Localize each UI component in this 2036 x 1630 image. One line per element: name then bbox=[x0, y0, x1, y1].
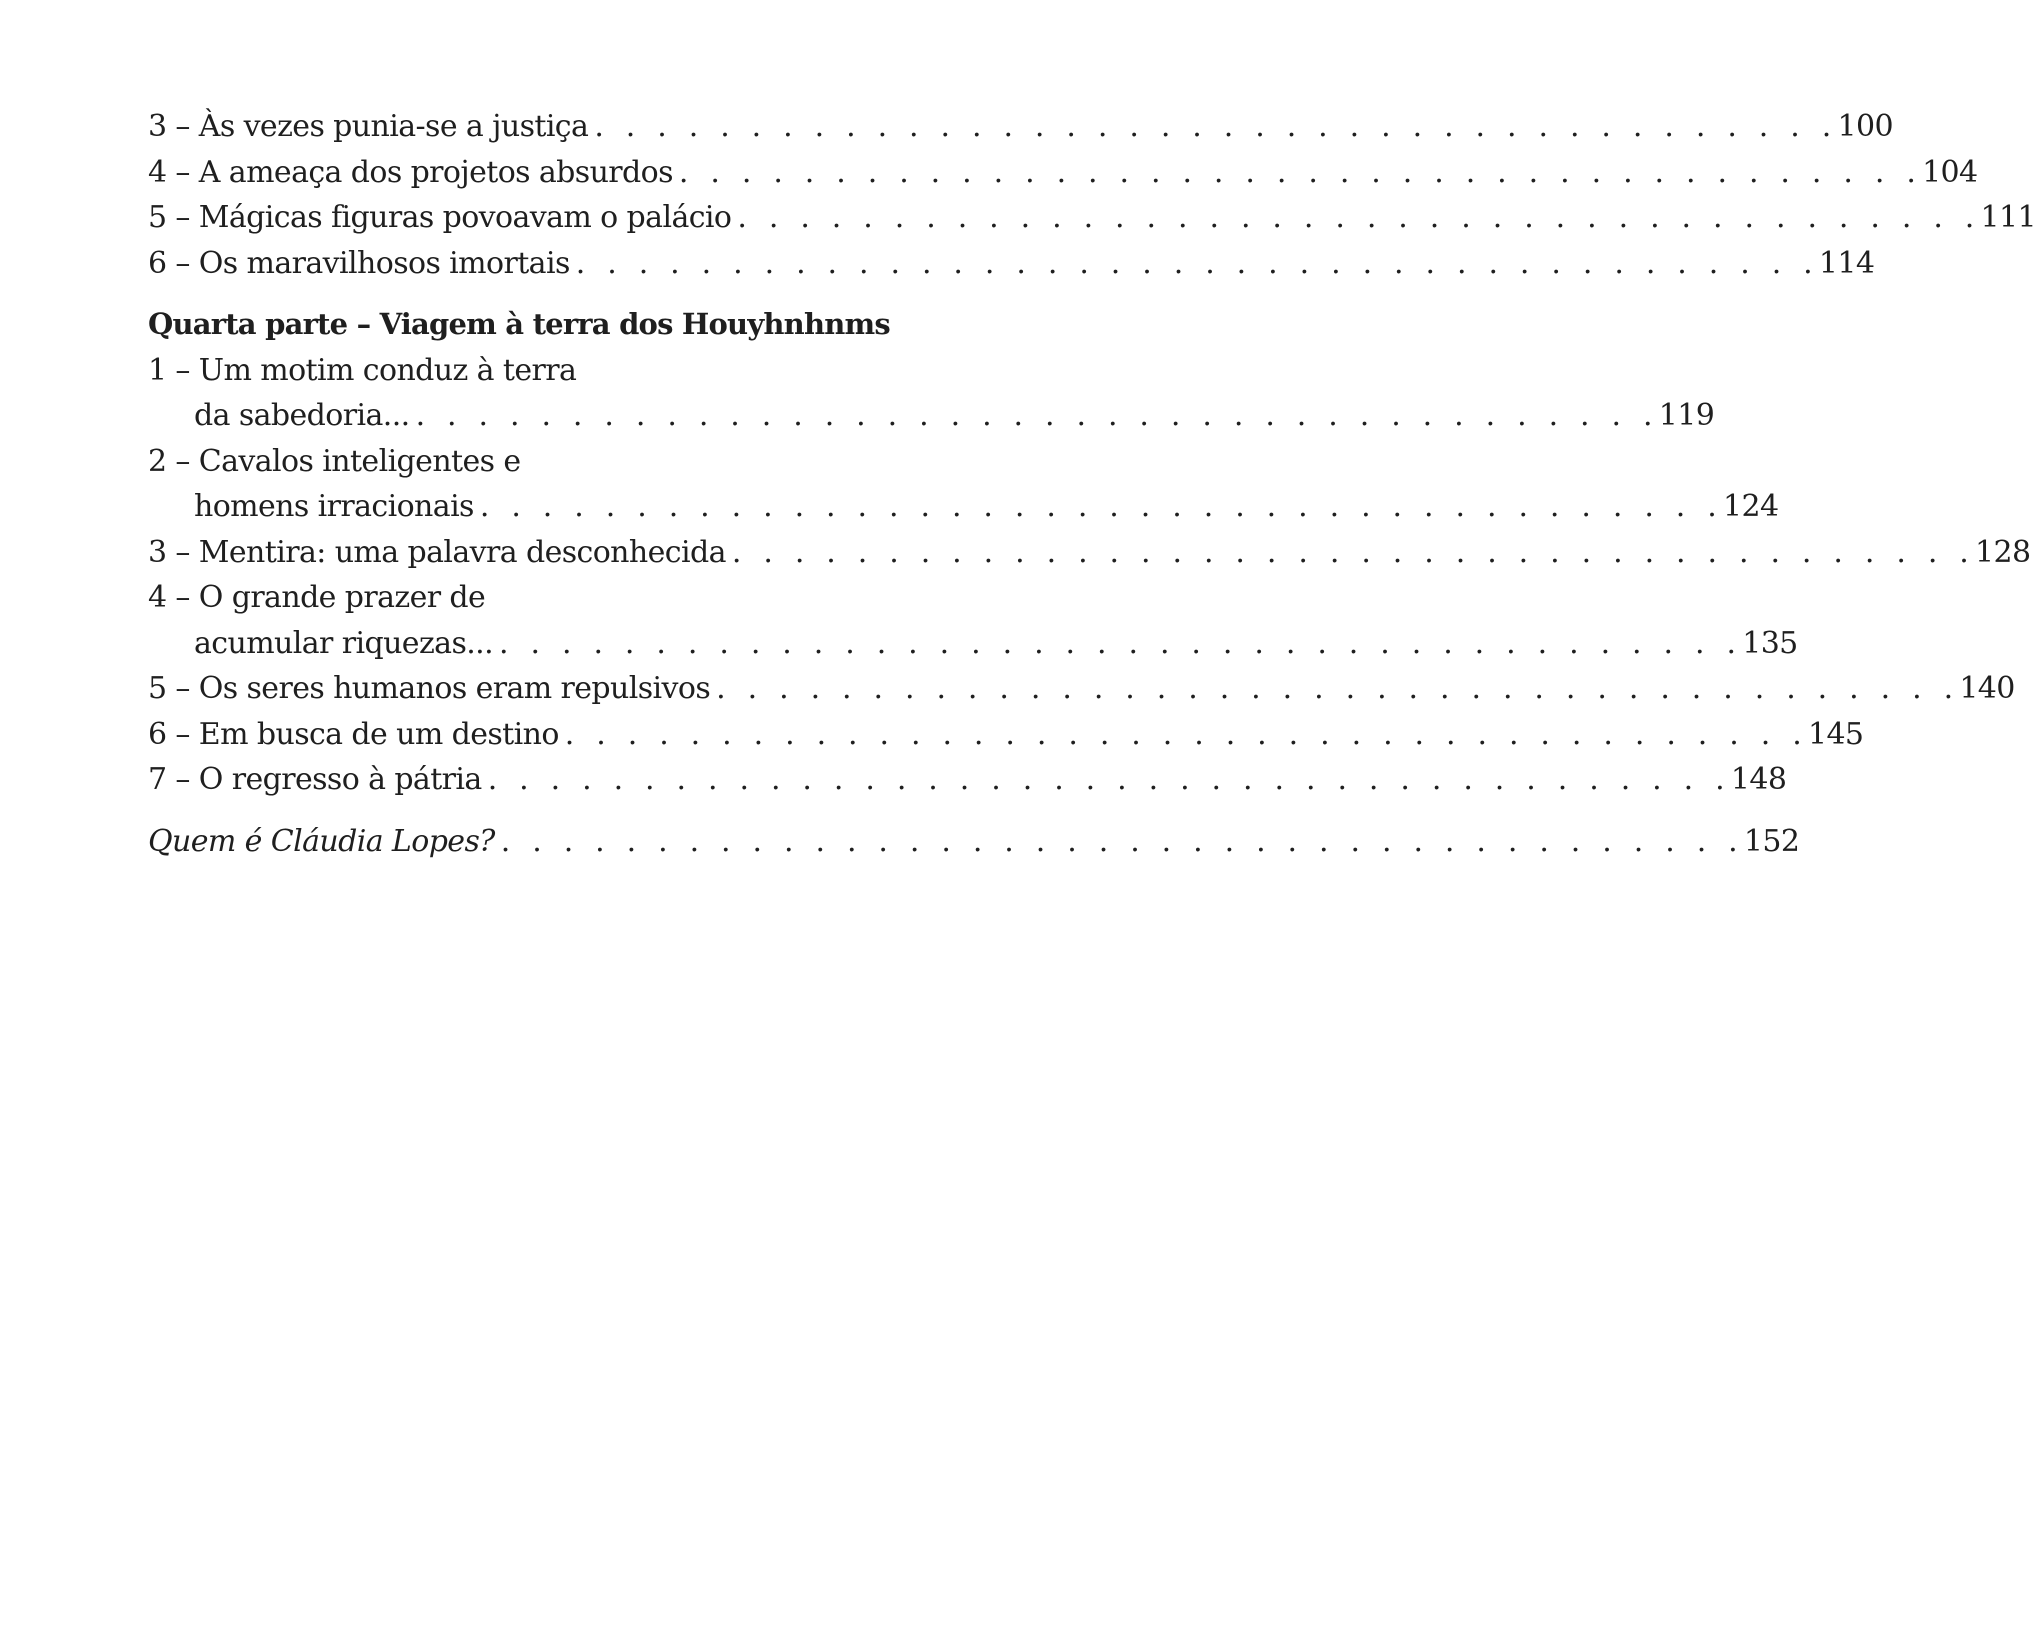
entry-title: 1 – Um motim conduz à terra bbox=[148, 352, 577, 388]
toc-entry-line2 bbox=[148, 484, 1779, 530]
section-heading: Quarta parte – Viagem à terra dos Houyhnhnms bbox=[148, 307, 890, 341]
toc-entry bbox=[148, 150, 1978, 196]
entry-title: 2 – Cavalos inteligentes e bbox=[148, 443, 521, 479]
page-number: 100 bbox=[1837, 109, 1893, 144]
entry-title-continued: homens irracionais bbox=[194, 489, 474, 524]
entry-title: 3 – Mentira: uma palavra desconhecida bbox=[148, 534, 726, 570]
toc-entry bbox=[148, 104, 1893, 150]
page-number: 119 bbox=[1658, 398, 1715, 433]
dot-leader: . . . . . . . . . . . . . . . . . . . . . . . . . . . . . . . . . . . . . . . . bbox=[594, 109, 1838, 144]
page-number: 152 bbox=[1743, 823, 1800, 859]
dot-leader: . . . . . . . . . . . . . . . . . . . . . . . . . . . . . . . . . . . . . . . . bbox=[499, 625, 1743, 661]
entry-title: 6 – Os maravilhosos imortais bbox=[148, 245, 570, 281]
toc-entry-line2 bbox=[148, 621, 1798, 667]
toc-entry bbox=[148, 530, 2031, 576]
entry-title: 3 – Às vezes punia-se a justiça bbox=[148, 109, 589, 144]
entry-title: 5 – Os seres humanos eram repulsivos bbox=[148, 671, 711, 706]
dot-leader: . . . . . . . . . . . . . . . . . . . . . . . . . . . . . . . . . . . . . . . . bbox=[487, 762, 1731, 797]
toc-entry bbox=[148, 241, 1875, 287]
toc-entry bbox=[148, 712, 1864, 758]
table-of-contents bbox=[148, 104, 2036, 864]
dot-leader: . . . . . . . . . . . . . . . . . . . . . . . . . . . . . . . . . . . . . . . . bbox=[716, 671, 1960, 706]
entry-title: 4 – A ameaça dos projetos absurdos bbox=[148, 154, 673, 190]
toc-entry bbox=[148, 757, 1787, 803]
toc-entry-author bbox=[148, 819, 1800, 865]
entry-title-continued: acumular riquezas... bbox=[194, 625, 494, 661]
entry-title: 7 – O regresso à pátria bbox=[148, 762, 482, 797]
toc-entry-line2 bbox=[148, 393, 1715, 439]
page-number: 128 bbox=[1975, 534, 2031, 570]
dot-leader: . . . . . . . . . . . . . . . . . . . . . . . . . . . . . . . . . . . . . . . . bbox=[564, 716, 1808, 752]
page-number: 111 bbox=[1980, 200, 2036, 235]
dot-leader: . . . . . . . . . . . . . . . . . . . . . . . . . . . . . . . . . . . . . . . . bbox=[500, 823, 1744, 859]
page-number: 140 bbox=[1959, 671, 2015, 706]
page-number: 135 bbox=[1742, 625, 1798, 661]
page-number: 114 bbox=[1818, 245, 1875, 281]
page-number: 148 bbox=[1730, 762, 1787, 797]
toc-entry bbox=[148, 666, 2015, 712]
toc-entry bbox=[148, 195, 2036, 241]
dot-leader: . . . . . . . . . . . . . . . . . . . . . . . . . . . . . . . . . . . . . . . . bbox=[731, 534, 1976, 570]
page-number: 124 bbox=[1723, 489, 1779, 524]
toc-entry-line1 bbox=[148, 575, 876, 621]
page-number: 104 bbox=[1922, 154, 1978, 190]
entry-title: 4 – O grande prazer de bbox=[148, 580, 486, 615]
spacer bbox=[148, 803, 876, 819]
entry-title: Quem é Cláudia Lopes? bbox=[148, 823, 495, 859]
dot-leader: . . . . . . . . . . . . . . . . . . . . . . . . . . . . . . . . . . . . . . . . bbox=[479, 489, 1724, 524]
dot-leader: . . . . . . . . . . . . . . . . . . . . . . . . . . . . . . . . . . . . . . . . bbox=[575, 245, 1819, 281]
page-number: 145 bbox=[1807, 716, 1864, 752]
entry-title-continued: da sabedoria... bbox=[194, 398, 410, 433]
dot-leader: . . . . . . . . . . . . . . . . . . . . . . . . . . . . . . . . . . . . . . . . bbox=[415, 398, 1659, 433]
dot-leader: . . . . . . . . . . . . . . . . . . . . . . . . . . . . . . . . . . . . . . . . bbox=[678, 154, 1923, 190]
dot-leader: . . . . . . . . . . . . . . . . . . . . . . . . . . . . . . . . . . . . . . . . bbox=[737, 200, 1981, 235]
toc-entry-line1 bbox=[148, 439, 876, 485]
toc-entry-line1 bbox=[148, 348, 876, 394]
entry-title: 6 – Em busca de um destino bbox=[148, 716, 559, 752]
entry-title: 5 – Mágicas figuras povoavam o palácio bbox=[148, 200, 732, 235]
